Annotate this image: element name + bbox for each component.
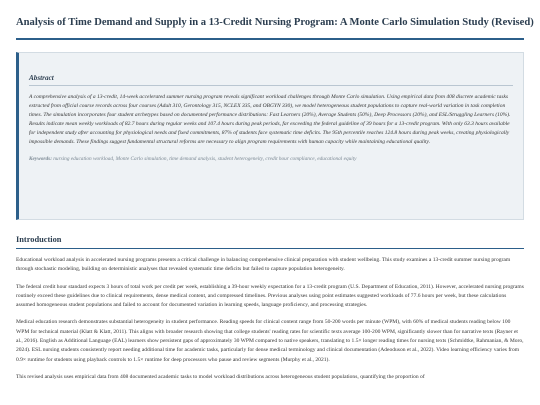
introduction-body bbox=[16, 256, 524, 382]
abstract-heading: Abstract bbox=[29, 74, 513, 86]
introduction-paragraph: This revised analysis uses empirical data from 408 documented academic tasks to model workload distributions across heterogeneous student populations, quantifying the proportion of bbox=[16, 373, 425, 380]
abstract-box bbox=[16, 52, 524, 220]
keywords-list: nursing education workload, Monte Carlo simulation, time demand analysis, student heterogeneity, credit hour compliance, educational equity bbox=[53, 156, 357, 163]
introduction-paragraph: The federal credit hour standard expects 3 hours of total work per credit per week, establishing a 39-hour weekly expectation for a 13-credit program (U.S. Department of Education, 2011). However, accelerated nursing programs routinely exceed these guidelines due to clinical requirements, dense medical content, and compressed timelines. Previous analyses using point estimates suggested workloads of 77.6 hours per week, but these calculations assumed homogeneous student populations and failed to account for documented variation in learning speeds, language proficiency, and processing strategies. bbox=[16, 283, 524, 309]
introduction-heading: Introduction bbox=[16, 235, 524, 249]
abstract-text: A comprehensive analysis of a 13-credit, 14-week accelerated summer nursing program reveals significant workload challenges through Monte Carlo simulation. Using empirical data from 408 discrete academic tasks extracted from official course records across four courses (Adult 310, Gerontology 315, NCLEX 335, and OBGYN 330), we model heterogeneous student populations to capture real-world variation in task completion times. The simulation incorporates four student archetypes based on documented performance distributions: Fast Learners (20%), Average Students (50%), Deep Processors (20%), and ESL/Struggling Learners (10%). Results indicate mean weekly workloads of 82.7 hours during regular weeks and 107.4 hours during peak periods, far exceeding the federal guideline of 39 hours for a 13-credit program. With only 63.3 hours available for independent study after accounting for physiological needs and fixed commitments, 87% of students face systematic time deficits. The 95th percentile reaches 124.8 hours during peak weeks, creating physiologically impossible demands. These findings suggest fundamental structural reforms are necessary to align program requirements with human capacity while maintaining educational quality. bbox=[29, 94, 511, 145]
introduction-paragraph: Medical education research demonstrates substantial heterogeneity in student performance. Reading speeds for clinical content range from 50-200 words per minute (WPM), with 60% of medical students reading below 100 WPM for technical material (Klatt & Klatt, 2011). This aligns with broader research showing that college students' reading rates for scientific texts average 100-200 WPM, significantly slower than for narrative texts (Rayner et al., 2016). English as Additional Language (EAL) learners show persistent gaps of approximately 30 WPM compared to native speakers, translating to 1.5× longer reading times for nursing texts (Schmidtke, Rahmanian, & Moro, 2024). ESL nursing students consistently report needing additional time for academic tasks, particularly for dense medical terminology and clinical documentation (Adeoduson et al., 2022). Video learning efficiency varies from 0.9× runtime for students using playback controls to 1.5× runtime for deep processors who pause and review segments (Murphy et al., 2021). bbox=[16, 319, 524, 363]
keywords-label: Keywords: bbox=[29, 156, 52, 163]
keywords-line bbox=[29, 156, 513, 162]
introduction-paragraph: Educational workload analysis in accelerated nursing programs presents a critical challenge in balancing comprehensive clinical preparation with student wellbeing. This study examines a 13-credit summer nursing program through stochastic modeling, building on deterministic analyses that revealed systematic time deficits but failed to capture population heterogeneity. bbox=[16, 257, 511, 273]
paper-title: Analysis of Time Demand and Supply in a 13-Credit Nursing Program: A Monte Carlo Simulation Study (Revised) bbox=[16, 0, 524, 40]
